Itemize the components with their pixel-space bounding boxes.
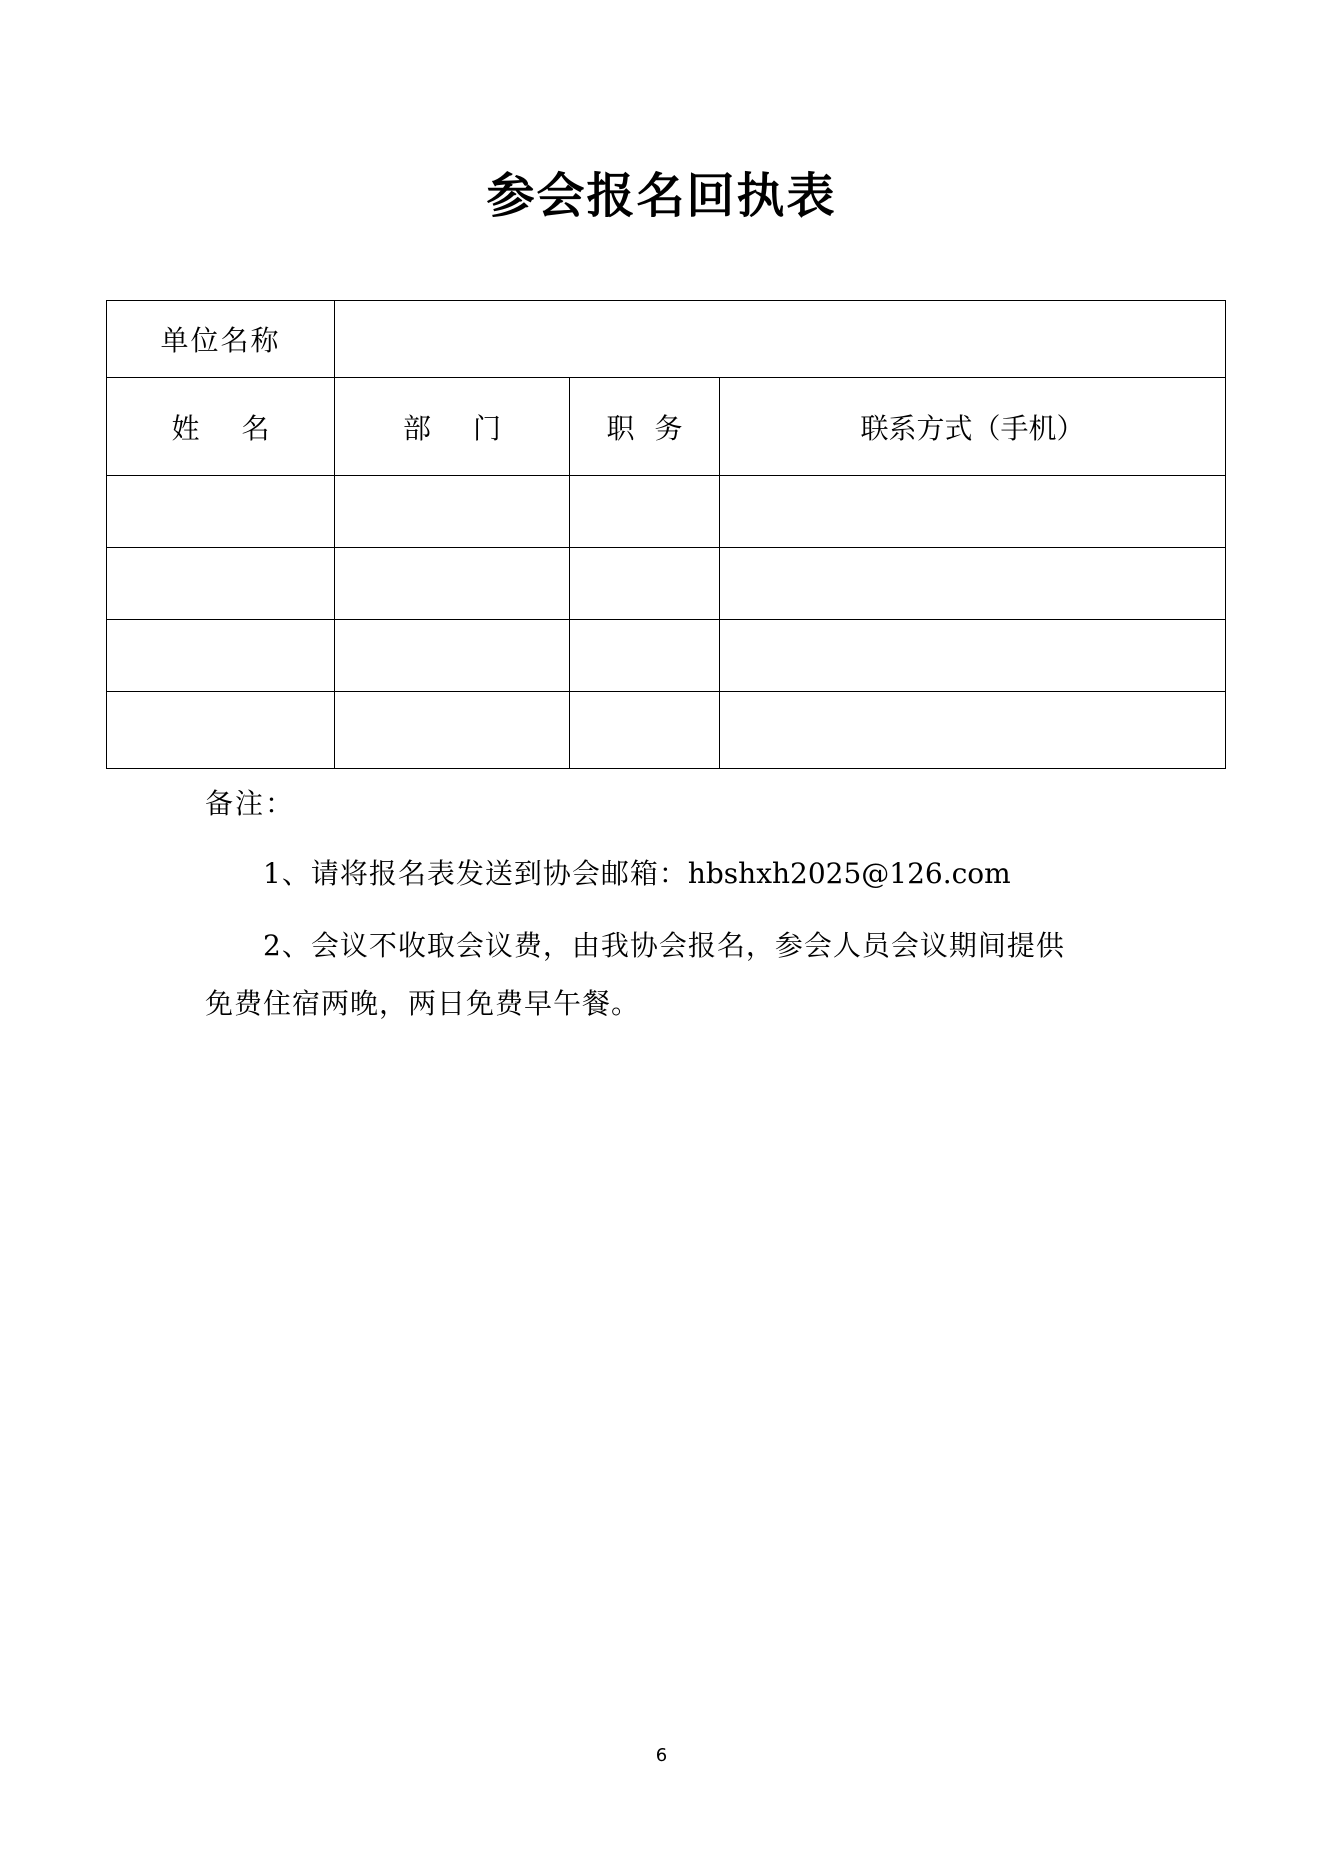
org-name-field[interactable] [335,301,1226,378]
department-cell[interactable] [335,620,570,692]
notes-heading: 备注： [205,787,296,820]
contact-cell[interactable] [720,548,1226,620]
position-cell[interactable] [570,548,720,620]
department-cell[interactable] [335,692,570,769]
table-row [107,692,1226,769]
position-cell[interactable] [570,620,720,692]
note-item-1-text: 1、请将报名表发送到协会邮箱： [263,857,688,890]
name-cell[interactable] [107,620,335,692]
registration-table [106,300,1226,769]
col-header-department: 部 门 [335,378,570,476]
note-item-1 [263,854,1011,894]
name-cell[interactable] [107,692,335,769]
col-header-position: 职 务 [570,378,720,476]
note-item-2-line-1: 2、会议不收取会议费，由我协会报名，参会人员会议期间提供 [263,929,1065,962]
page-title: 参会报名回执表 [486,168,837,224]
department-cell[interactable] [335,476,570,548]
org-row [107,301,1226,378]
table-row [107,548,1226,620]
department-cell[interactable] [335,548,570,620]
contact-cell[interactable] [720,620,1226,692]
table-row [107,476,1226,548]
position-cell[interactable] [570,476,720,548]
col-header-contact: 联系方式（手机） [720,378,1226,476]
contact-cell[interactable] [720,476,1226,548]
name-cell[interactable] [107,548,335,620]
org-name-label: 单位名称 [107,301,335,378]
position-cell[interactable] [570,692,720,769]
header-row [107,378,1226,476]
contact-cell[interactable] [720,692,1226,769]
contact-email: hbshxh2025@126.com [687,857,1011,890]
table-row [107,620,1226,692]
name-cell[interactable] [107,476,335,548]
page-number: 6 [655,1745,668,1766]
col-header-name: 姓 名 [107,378,335,476]
note-item-2-line-2: 免费住宿两晚，两日免费早午餐。 [205,987,641,1020]
